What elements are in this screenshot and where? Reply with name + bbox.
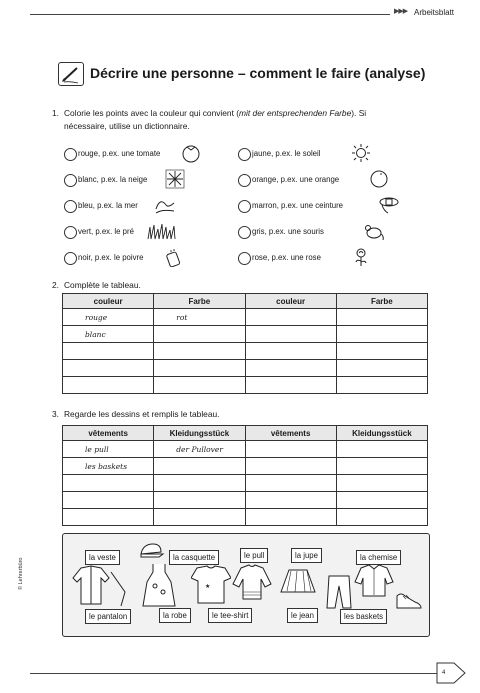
- table-cell[interactable]: [154, 458, 245, 475]
- question-1-text: Colorie les points avec la couleur qui convient (: [64, 108, 240, 118]
- table-cell[interactable]: [154, 326, 245, 343]
- table-cell[interactable]: [245, 326, 336, 343]
- color-circle[interactable]: [238, 174, 251, 187]
- pencil-icon: [58, 62, 84, 86]
- table-cell[interactable]: [63, 509, 154, 526]
- table-cell[interactable]: [154, 360, 245, 377]
- sneakers-icon: [393, 590, 425, 612]
- rose-icon: [350, 247, 372, 267]
- table-cell[interactable]: [154, 492, 245, 509]
- question-2: [52, 279, 352, 293]
- table-cell[interactable]: le pull: [63, 441, 154, 458]
- color-circle[interactable]: [64, 252, 77, 265]
- table-cell[interactable]: les baskets: [63, 458, 154, 475]
- color-label: rose, p.ex. une rose: [252, 253, 321, 262]
- table-row: [63, 343, 428, 360]
- table-cell[interactable]: [63, 475, 154, 492]
- table-cell[interactable]: [245, 458, 336, 475]
- table-cell[interactable]: [63, 343, 154, 360]
- svg-text:★: ★: [205, 583, 211, 590]
- table-cell[interactable]: [336, 309, 427, 326]
- table-cell[interactable]: [63, 492, 154, 509]
- table-cell[interactable]: [245, 441, 336, 458]
- color-label: jaune, p.ex. le soleil: [252, 149, 321, 158]
- word-label: le pull: [240, 548, 268, 563]
- table-row: [63, 441, 428, 458]
- table-row: [63, 309, 428, 326]
- table-cell[interactable]: [154, 509, 245, 526]
- table-cell[interactable]: [245, 475, 336, 492]
- color-label: noir, p.ex. le poivre: [78, 253, 144, 262]
- header-rule: [30, 14, 390, 15]
- clothes-illustration: [62, 533, 430, 637]
- color-item: [238, 145, 428, 165]
- column-header: couleur: [245, 294, 336, 309]
- word-label: le jean: [287, 608, 318, 623]
- table-cell[interactable]: [336, 475, 427, 492]
- question-1-text-line2: nécessaire, utilise un dictionnaire.: [64, 121, 190, 131]
- column-header: Farbe: [336, 294, 427, 309]
- column-header: vêtements: [245, 426, 336, 441]
- word-label: la veste: [85, 550, 120, 565]
- question-3-number: 3.: [52, 409, 59, 419]
- question-2-number: 2.: [52, 280, 59, 290]
- color-item: [64, 249, 224, 269]
- word-label: la jupe: [291, 548, 322, 563]
- table-cell[interactable]: [336, 326, 427, 343]
- color-circle[interactable]: [238, 148, 251, 161]
- table-header-row: [63, 294, 428, 309]
- grass-icon: [146, 221, 176, 241]
- table-row: [63, 509, 428, 526]
- page-number: 4: [442, 670, 446, 676]
- table-cell[interactable]: [336, 458, 427, 475]
- header-label: Arbeitsblatt: [414, 8, 455, 17]
- word-label: la robe: [159, 608, 191, 623]
- column-header: Farbe: [154, 294, 245, 309]
- color-circle[interactable]: [64, 226, 77, 239]
- header-arrows: ▶▶▶: [394, 8, 408, 15]
- shirt-icon: [353, 562, 395, 598]
- color-circle[interactable]: [238, 226, 251, 239]
- color-item: [64, 197, 224, 217]
- table-cell[interactable]: [336, 377, 427, 394]
- table-cell[interactable]: rot: [154, 309, 245, 326]
- dress-icon: [141, 562, 177, 608]
- table-cell[interactable]: blanc: [63, 326, 154, 343]
- page-title: Décrire une personne – comment le faire (analyse): [90, 65, 426, 81]
- color-label: rouge, p.ex. une tomate: [78, 149, 161, 158]
- table-cell[interactable]: [154, 377, 245, 394]
- column-header: couleur: [63, 294, 154, 309]
- column-header: Kleidungsstück: [336, 426, 427, 441]
- question-2-text: Complète le tableau.: [64, 280, 141, 290]
- word-label: le pantalon: [85, 609, 131, 624]
- color-item: [238, 197, 428, 217]
- word-label: la casquette: [169, 550, 219, 565]
- table-cell[interactable]: [245, 509, 336, 526]
- color-item: [238, 223, 428, 243]
- table-cell[interactable]: [63, 360, 154, 377]
- belt-icon: [378, 195, 400, 215]
- question-1-number: 1.: [52, 108, 59, 118]
- table-cell[interactable]: [336, 343, 427, 360]
- clothing-table: [62, 425, 428, 526]
- color-item: [64, 171, 224, 191]
- table-cell[interactable]: [245, 309, 336, 326]
- table-cell[interactable]: [336, 441, 427, 458]
- jeans-icon: [323, 574, 357, 610]
- wave-icon: [154, 195, 176, 215]
- pepper-shaker-icon: [162, 247, 184, 267]
- color-label: gris, p.ex. une souris: [252, 227, 324, 236]
- color-label: bleu, p.ex. la mer: [78, 201, 138, 210]
- word-label: la chemise: [356, 550, 401, 565]
- pullover-icon: [231, 562, 273, 602]
- skirt-icon: [277, 568, 319, 596]
- color-circle[interactable]: [64, 200, 77, 213]
- table-row: [63, 458, 428, 475]
- table-row: [63, 326, 428, 343]
- jacket-icon: [71, 564, 131, 608]
- column-header: Kleidungsstück: [154, 426, 245, 441]
- table-cell[interactable]: [154, 475, 245, 492]
- color-circle[interactable]: [64, 174, 77, 187]
- snowflake-icon: [164, 169, 186, 189]
- table-cell[interactable]: [245, 377, 336, 394]
- question-1-text-end: ). Si: [351, 108, 367, 118]
- table-cell[interactable]: [336, 360, 427, 377]
- orange-icon: [368, 169, 390, 189]
- color-item: [238, 171, 428, 191]
- color-item: [64, 223, 224, 243]
- tomato-icon: [180, 143, 202, 163]
- table-cell[interactable]: der Pullover: [154, 441, 245, 458]
- cap-icon: [137, 542, 165, 560]
- table-cell[interactable]: [336, 509, 427, 526]
- table-cell[interactable]: [336, 492, 427, 509]
- color-label: orange, p.ex. une orange: [252, 175, 340, 184]
- color-label: blanc, p.ex. la neige: [78, 175, 148, 184]
- table-row: [63, 360, 428, 377]
- page-arrow-icon: [436, 662, 466, 684]
- table-cell[interactable]: [154, 343, 245, 360]
- table-cell[interactable]: [245, 492, 336, 509]
- question-1: [52, 107, 432, 135]
- footer-rule: [30, 673, 440, 674]
- table-row: [63, 492, 428, 509]
- question-3-text: Regarde les dessins et remplis le tableau.: [64, 409, 220, 419]
- color-table: [62, 293, 428, 394]
- color-label: marron, p.ex. une ceinture: [252, 201, 344, 210]
- table-row: [63, 475, 428, 492]
- table-cell[interactable]: [245, 360, 336, 377]
- title-row: [58, 62, 438, 88]
- column-header: vêtements: [63, 426, 154, 441]
- table-cell[interactable]: [63, 377, 154, 394]
- table-header-row: [63, 426, 428, 441]
- question-1-italic: mit der entsprechenden Farbe: [239, 108, 352, 118]
- color-circle[interactable]: [64, 148, 77, 161]
- table-cell[interactable]: [245, 343, 336, 360]
- color-circle[interactable]: [238, 200, 251, 213]
- question-3: [52, 408, 392, 422]
- color-item: [238, 249, 428, 269]
- tshirt-icon: [191, 564, 231, 606]
- sun-icon: [350, 143, 372, 163]
- copyright-note: © Lehrerbüro: [18, 557, 24, 590]
- color-label: vert, p.ex. le pré: [78, 227, 134, 236]
- mouse-icon: [362, 221, 384, 241]
- word-label: le tee-shirt: [208, 608, 252, 623]
- color-item: [64, 145, 224, 165]
- word-label: les baskets: [340, 609, 387, 624]
- table-row: [63, 377, 428, 394]
- table-cell[interactable]: rouge: [63, 309, 154, 326]
- color-circle[interactable]: [238, 252, 251, 265]
- header-bar: [0, 0, 480, 26]
